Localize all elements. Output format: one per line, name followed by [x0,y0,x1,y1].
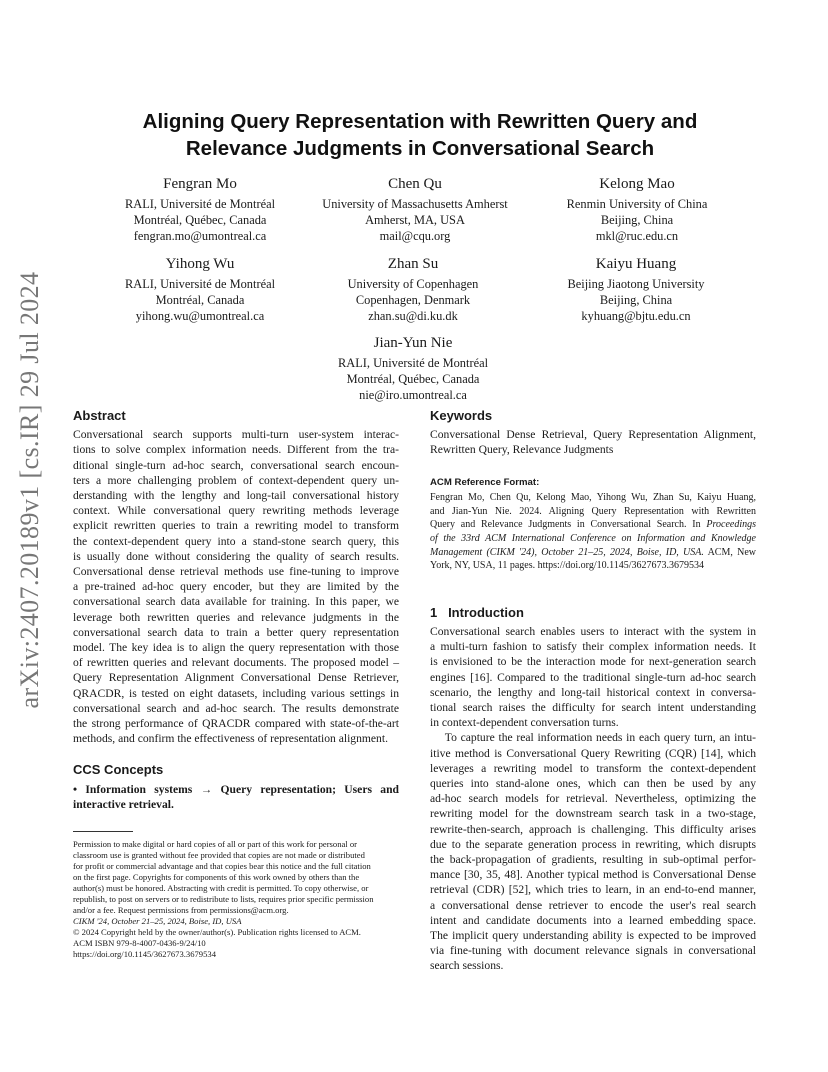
acm-reference [430,476,756,573]
abstract-line: a pre-trained ad-hoc query encoder, but they are limited by the [73,580,399,594]
abstract-heading: Abstract [73,408,126,423]
author-affiliation: University of Massachusetts Amherst [322,197,508,211]
acm-ref-line [430,546,756,560]
author-location: Beijing, China [600,213,674,227]
footnote-conference: CIKM '24, October 21–25, 2024, Boise, ID, USA [73,916,242,926]
footnote-copyright: © 2024 Copyright held by the owner/author(s). Publication rights licensed to ACM. [73,927,361,937]
permission-footnote [73,839,403,960]
intro-line: The implicit query understanding ability is expected to be improved [430,929,756,943]
intro-line: rewriting model for the downstream search task in a two-stage, [430,807,756,821]
intro-heading: 1 Introduction [430,604,524,620]
intro-line: leverages a rewriting model to transform the context-dependent [430,761,756,775]
footnote-line: for profit or commercial advantage and that copies bear this notice and the full citation [73,861,371,871]
author-name: Zhan Su [387,256,439,272]
right-column [430,408,756,974]
abstract-line: Conversational dense retrieval methods use fine-tuning to improve [73,565,399,579]
author-affiliation: Renmin University of China [566,197,708,211]
abstract-line: Query Representation Alignment Conversational Dense Retriever, [73,671,399,685]
author-block [537,175,737,244]
intro-line: the back-propagation of gradients, resulting in sub-optimal perfor- [430,853,756,867]
ccs-line: • Information systems → Query representation; Users and [73,782,399,796]
abstract-line: the context-dependent query into a stand-stone search query, this [73,534,399,548]
intro-line: To capture the real information needs in each query turn, an intu- [430,731,756,745]
intro-line: a conversational dense retriever to encode the user's real search [430,898,756,912]
author-block [100,255,300,324]
author-email[interactable]: mail@cqu.org [379,229,451,243]
author-name: Fengran Mo [163,176,237,192]
abstract-line: ters a more challenging problem of context-dependent query un- [73,473,399,487]
abstract-line: of rewritten queries and relevant documents. The proposed model – [73,656,399,670]
author-email[interactable]: yihong.wu@umontreal.ca [135,309,265,323]
author-affiliation: RALI, Université de Montréal [124,277,276,291]
intro-line: search sessions. [430,959,504,973]
author-affiliation: RALI, Université de Montréal [124,197,276,211]
intro-line: due to the separate generation process in rewriting, which disrupts [430,837,756,851]
ccs-line: interactive retrieval. [73,797,174,811]
abstract-line: conversational search data available for training. In this paper, we [73,595,399,609]
acm-ref-text: ACM, New [703,546,756,558]
intro-line: engines [16]. Compared to the traditional single-turn ad-hoc search [430,670,756,684]
acm-ref-text: Query and Relevance Judgments in Conversational Search. In [430,519,707,531]
intro-line: a multi-turn fashion to satisfy their complex information needs. It [430,640,756,654]
author-affiliation: University of Copenhagen [347,277,479,291]
abstract-line: conversational search and ad-hoc search. The results demonstrate [73,701,399,715]
footnote-line: author(s) must be honored. Abstracting with credit is permitted. To copy otherwise, or [73,883,369,893]
author-name: Yihong Wu [165,256,235,272]
intro-line: retrieval (CDR) [52], which tries to learn, in an end-to-end manner, [430,883,756,897]
author-name: Kelong Mao [599,176,675,192]
footnote-line: on the first page. Copyrights for components of this work owned by others than the [73,872,360,882]
keywords-line: Conversational Dense Retrieval, Query Representation Alignment, [430,428,756,442]
author-location: Beijing, China [599,293,673,307]
footnote-line: Permission to make digital or hard copies of all or part of this work for personal or [73,839,358,849]
author-affiliation: Beijing Jiaotong University [567,277,705,291]
abstract-line: the strong performance of QRACDR compared with state-of-the-art [73,717,399,731]
intro-line: scenario, the lengthy and long-tail historical context in conversa- [430,685,756,699]
author-email[interactable]: nie@iro.umontreal.ca [359,388,467,402]
footnote-line: and/or a fee. Request permissions from permissions@acm.org. [73,905,289,915]
abstract-line: derstanding with the lengthy and long-tail conversational history [73,489,399,503]
abstract-line: context. While conversational query rewriting methods leverage [73,504,399,518]
ccs-heading: CCS Concepts [73,762,164,778]
author-email[interactable]: zhan.su@di.ku.dk [368,309,458,323]
acm-ref-line: York, NY, USA, 11 pages. https://doi.org/10.1145/3627673.3679534 [430,560,705,572]
intro-line: is envisioned to be the interaction mode for next-generation search [430,655,756,669]
intro-line: tional search raises the difficulty for search intent understanding [430,700,756,714]
author-location: Montréal, Canada [155,293,245,307]
acm-ref-line: Fengran Mo, Chen Qu, Kelong Mao, Yihong Wu, Zhan Su, Kaiyu Huang, [430,492,756,504]
author-name: Jian-Yun Nie [373,335,453,351]
abstract-line: tions to solve complex information needs. Different from the tra- [73,443,399,457]
author-location: Copenhagen, Denmark [355,293,471,307]
keywords-line: Rewritten Query, Relevance Judgments [430,443,614,457]
abstract-line: conversational search data to train a better query representation [73,625,399,639]
intro-line: mance [30, 35, 48]. Another typical method is Conversational Dense [430,868,756,882]
author-affiliation: RALI, Université de Montréal [337,356,489,370]
intro-line: rewrite-then-search, approach is challenging. This difficulty arises [430,822,756,836]
intro-line: queries into stand-alone ones, which can then be used by any [430,777,756,790]
title-line-1: Aligning Query Representation with Rewritten Query and [142,110,698,133]
author-location: Montréal, Québec, Canada [346,372,480,386]
footnote-rule [73,831,133,832]
intro-line: itive method is Conversational Query Rewriting (CQR) [14], which [430,746,756,760]
author-location: Amherst, MA, USA [365,213,465,227]
abstract-line: model. The key idea is to align the query representation with those [73,641,399,655]
intro-line: ad-hoc search models for retrieval. Nevertheless, optimizing the [430,792,756,806]
footnote-doi[interactable]: https://doi.org/10.1145/3627673.3679534 [73,949,216,959]
arxiv-stamp-text: arXiv:2407.20189v1 [cs.IR] 29 Jul 2024 [15,271,44,709]
intro-line: intent and candidate documents into a learned embedding space. [430,913,756,927]
intro-line: via fine-tuning with document relevance signals in conversational [430,944,756,958]
footnote-line: republish, to post on servers or to redistribute to lists, requires prior specific permission [73,894,374,904]
abstract-line: QRACDR, is tested on eight datasets, including various settings in [73,686,399,700]
abstract-line: ditional single-turn ad-hoc search, conversational search encoun- [73,458,399,472]
acm-ref-line: and Jian-Yun Nie. 2024. Aligning Query Representation with Rewritten [430,505,756,517]
author-block [300,175,530,244]
title-line-2: Relevance Judgments in Conversational Search [185,137,655,160]
author-email[interactable]: kyhuang@bjtu.edu.cn [581,309,691,323]
author-name: Kaiyu Huang [595,256,677,272]
author-block [313,255,513,324]
abstract-line: methods, and confirm the effectiveness of representation alignment. [73,732,388,746]
acm-ref-line: of the 33rd ACM International Conference on Information and Knowledge [430,532,756,544]
author-name: Chen Qu [388,176,442,192]
author-block [536,255,736,324]
intro-line: in context-dependent conversation turns. [430,716,619,730]
abstract-section [73,408,399,812]
author-email[interactable]: fengran.mo@umontreal.ca [133,229,267,243]
paper-title [60,108,780,162]
abstract-line: is usually done without considering the quality of search results. [73,549,399,563]
acm-ref-heading: ACM Reference Format: [430,476,540,488]
intro-line: Conversational search enables users to interact with the system in [430,624,756,638]
author-block [313,334,513,403]
acm-ref-proceedings: Proceedings [706,519,756,531]
footnote-line: classroom use is granted without fee provided that copies are not made or distributed [73,850,365,860]
abstract-line: leverage both rewritten queries and relevance judgments in the [73,610,399,624]
abstract-line: Conversational search supports multi-turn user-system interac- [73,428,399,442]
author-location: Montréal, Québec, Canada [133,213,267,227]
author-email[interactable]: mkl@ruc.edu.cn [595,229,679,243]
abstract-line: explicit rewritten queries to train a rewriting model to transform [73,519,399,533]
author-block [100,175,300,244]
keywords-heading: Keywords [430,408,493,423]
acm-ref-line [430,518,756,532]
acm-ref-venue: Management (CIKM '24), October 21–25, 2024, Boise, ID, USA. [430,546,704,558]
arxiv-stamp [10,271,50,709]
footnote-isbn: ACM ISBN 979-8-4007-0436-9/24/10 [73,938,206,948]
